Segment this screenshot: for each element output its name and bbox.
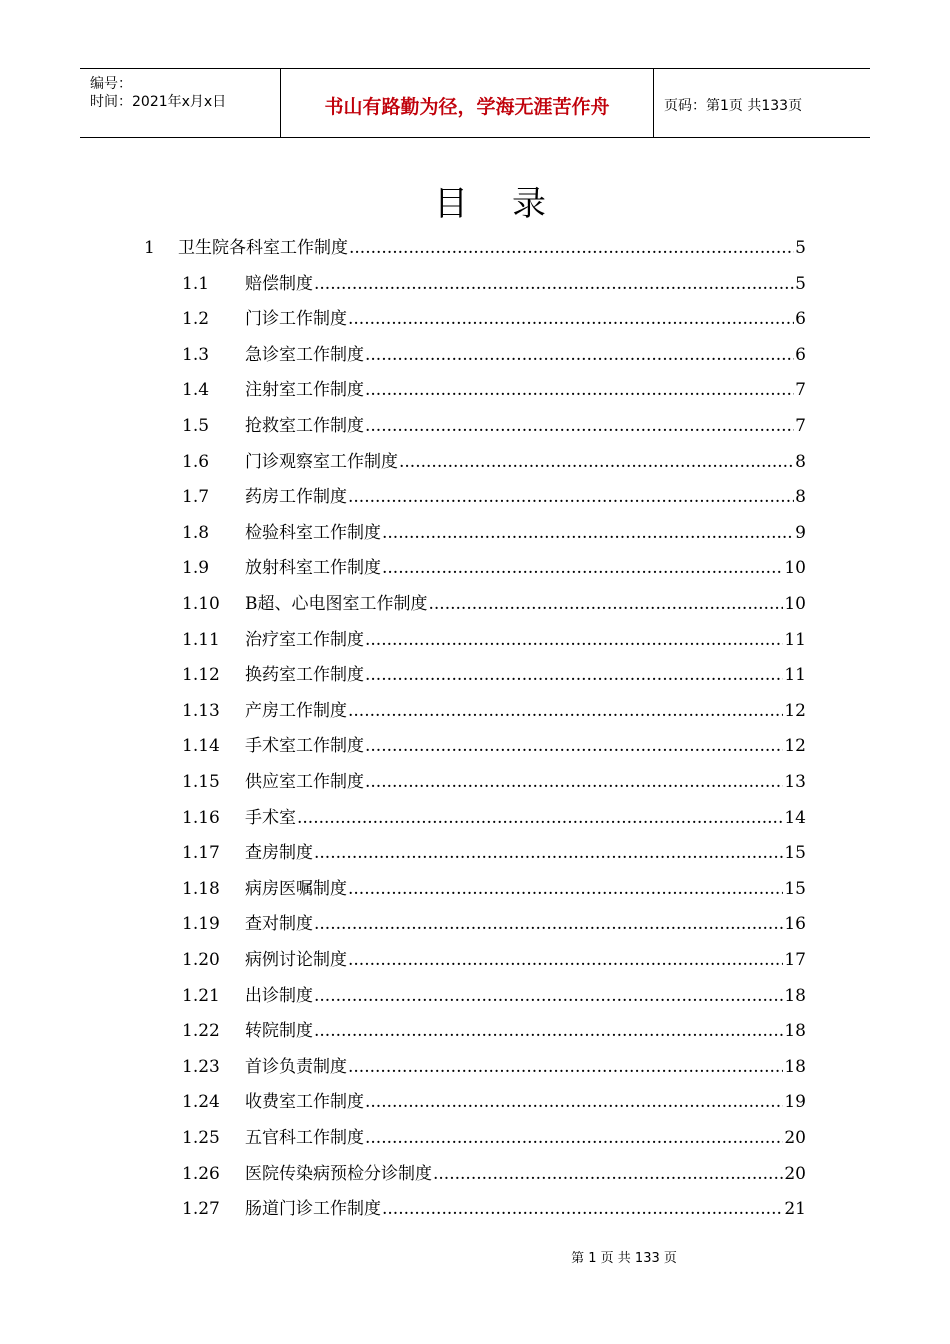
toc-entry-number: 1.12 — [182, 665, 220, 685]
toc-entry-title: 出诊制度 — [245, 986, 313, 1006]
toc-entry-page: 5 — [795, 238, 806, 258]
toc-entry-page: 10 — [784, 558, 806, 578]
toc-entry[interactable] — [182, 731, 806, 755]
toc-entry-page: 10 — [784, 594, 806, 614]
toc-dot-leader — [314, 843, 783, 863]
toc-entry-title: 药房工作制度 — [245, 487, 347, 507]
toc-entry-page: 15 — [784, 843, 806, 863]
toc-dot-leader — [382, 523, 794, 543]
toc-entry-page: 17 — [784, 950, 806, 970]
header-motto: 书山有路勤为径，学海无涯苦作舟 — [324, 96, 610, 118]
toc-entry-title: 手术室工作制度 — [245, 736, 364, 756]
toc-entry-title: 首诊负责制度 — [245, 1057, 347, 1077]
toc-entry-page: 5 — [795, 274, 806, 294]
toc-entry-number: 1.25 — [182, 1128, 220, 1148]
toc-dot-leader — [314, 914, 783, 934]
toc-entry-number: 1.23 — [182, 1057, 220, 1077]
toc-entry[interactable] — [182, 874, 806, 898]
toc-entry-title: 病例讨论制度 — [245, 950, 347, 970]
toc-entry-title: 治疗室工作制度 — [245, 630, 364, 650]
toc-entry[interactable] — [182, 269, 806, 293]
toc-entry-number: 1.11 — [182, 630, 220, 650]
toc-entry-number: 1.9 — [182, 558, 210, 578]
toc-entry[interactable] — [182, 625, 806, 649]
toc-entry-page: 18 — [784, 1021, 806, 1041]
toc-entry-page: 21 — [784, 1199, 806, 1219]
toc-entry[interactable] — [182, 1194, 806, 1218]
toc-dot-leader — [297, 808, 783, 828]
toc-entry-page: 8 — [795, 452, 806, 472]
toc-entry-title: 供应室工作制度 — [245, 772, 364, 792]
toc-dot-leader — [348, 309, 794, 329]
toc-entry-title: 门诊工作制度 — [245, 309, 347, 329]
toc-dot-leader — [382, 558, 783, 578]
toc-dot-leader — [365, 736, 783, 756]
toc-entry-number: 1.3 — [182, 345, 210, 365]
toc-entry-title: 查房制度 — [245, 843, 313, 863]
toc-entry-title: 注射室工作制度 — [245, 380, 364, 400]
toc-entry-title: B超、心电图室工作制度 — [245, 594, 428, 614]
toc-entry[interactable] — [182, 767, 806, 791]
toc-entry[interactable] — [182, 482, 806, 506]
toc-dot-leader — [348, 950, 783, 970]
toc-entry-page: 12 — [784, 701, 806, 721]
toc-entry-page: 18 — [784, 1057, 806, 1077]
toc-entry[interactable] — [182, 1052, 806, 1076]
toc-entry-number: 1.18 — [182, 879, 220, 899]
toc-entry-number: 1.17 — [182, 843, 220, 863]
toc-entry-number: 1.16 — [182, 808, 220, 828]
toc-entry-number: 1.2 — [182, 309, 210, 329]
toc-entry[interactable] — [182, 340, 806, 364]
toc-entry-page: 15 — [784, 879, 806, 899]
toc-entry-number: 1.14 — [182, 736, 220, 756]
toc-entry-number: 1.10 — [182, 594, 220, 614]
toc-entry-page: 7 — [795, 416, 806, 436]
toc-entry[interactable] — [182, 411, 806, 435]
toc-entry-page: 9 — [795, 523, 806, 543]
toc-entry-title: 产房工作制度 — [245, 701, 347, 721]
toc-entry[interactable] — [182, 304, 806, 328]
toc-entry-title: 查对制度 — [245, 914, 313, 934]
toc-entry-number: 1.21 — [182, 986, 220, 1006]
toc-entry-title: 赔偿制度 — [245, 274, 313, 294]
toc-dot-leader — [429, 594, 784, 614]
page-header — [80, 68, 870, 138]
toc-entry-title: 急诊室工作制度 — [245, 345, 364, 365]
toc-entry-page: 19 — [784, 1092, 806, 1112]
toc-entry[interactable] — [182, 375, 806, 399]
toc-entry[interactable] — [182, 589, 806, 613]
header-motto-cell — [281, 69, 654, 137]
toc-entry[interactable] — [182, 803, 806, 827]
toc-dot-leader — [365, 630, 783, 650]
toc-entry-page: 12 — [784, 736, 806, 756]
toc-dot-leader — [365, 416, 794, 436]
toc-dot-leader — [433, 1164, 783, 1184]
toc-entry[interactable] — [182, 1016, 806, 1040]
page-title: 目录 — [434, 184, 590, 224]
toc-entry-number: 1.13 — [182, 701, 220, 721]
toc-entry-title: 换药室工作制度 — [245, 665, 364, 685]
toc-entry-page: 13 — [784, 772, 806, 792]
toc-entry-page: 7 — [795, 380, 806, 400]
toc-entry-title: 收费室工作制度 — [245, 1092, 364, 1112]
toc-entry-title: 五官科工作制度 — [245, 1128, 364, 1148]
toc-entry-number: 1.1 — [182, 274, 210, 294]
toc-entry-title: 转院制度 — [245, 1021, 313, 1041]
header-info-cell — [80, 69, 281, 137]
toc-entry-title: 检验科室工作制度 — [245, 523, 381, 543]
toc-entry-title: 放射科室工作制度 — [245, 558, 381, 578]
toc-entry-page: 18 — [784, 986, 806, 1006]
toc-dot-leader — [314, 274, 794, 294]
toc-entry[interactable] — [182, 660, 806, 684]
toc-dot-leader — [365, 380, 794, 400]
toc-entry-title: 肠道门诊工作制度 — [245, 1199, 381, 1219]
page-footer: 第 1 页 共 133 页 — [571, 1251, 677, 1266]
toc-dot-leader — [348, 1057, 783, 1077]
toc-entry-number: 1.26 — [182, 1164, 220, 1184]
toc-entry-number: 1.24 — [182, 1092, 220, 1112]
toc-entry-number: 1.5 — [182, 416, 210, 436]
toc-entry-page: 20 — [784, 1164, 806, 1184]
toc-entry-title: 卫生院各科室工作制度 — [178, 238, 348, 258]
toc-entry[interactable] — [182, 696, 806, 720]
toc-dot-leader — [365, 1092, 783, 1112]
toc-entry-number: 1.8 — [182, 523, 210, 543]
toc-entry[interactable] — [182, 1087, 806, 1111]
toc-entry-page: 6 — [795, 309, 806, 329]
toc-entry-page: 8 — [795, 487, 806, 507]
toc-dot-leader — [348, 879, 783, 899]
toc-entry-number: 1.22 — [182, 1021, 220, 1041]
toc-entry-number: 1.15 — [182, 772, 220, 792]
header-page-cell — [654, 69, 870, 137]
toc-entry-number: 1.4 — [182, 380, 210, 400]
toc-dot-leader — [365, 1128, 783, 1148]
toc-dot-leader — [348, 487, 794, 507]
toc-entry-number: 1.19 — [182, 914, 220, 934]
toc-entry-title: 手术室 — [245, 808, 296, 828]
toc-entry-number: 1.20 — [182, 950, 220, 970]
toc-entry-page: 16 — [784, 914, 806, 934]
toc-entry-number: 1.6 — [182, 452, 210, 472]
toc-entry-title: 病房医嘱制度 — [245, 879, 347, 899]
toc-dot-leader — [314, 1021, 783, 1041]
toc-entry[interactable] — [182, 909, 806, 933]
toc-entry[interactable] — [144, 233, 806, 257]
toc-dot-leader — [365, 345, 794, 365]
toc-entry-number: 1.7 — [182, 487, 210, 507]
toc-entry-page: 11 — [784, 630, 806, 650]
toc-entry[interactable] — [182, 1123, 806, 1147]
toc-entry[interactable] — [182, 518, 806, 542]
toc-entry[interactable] — [182, 838, 806, 862]
toc-dot-leader — [382, 1199, 783, 1219]
toc-dot-leader — [365, 772, 783, 792]
toc-dot-leader — [314, 986, 783, 1006]
toc-entry-title: 医院传染病预检分诊制度 — [245, 1164, 432, 1184]
toc-entry-page: 14 — [784, 808, 806, 828]
toc-entry-title: 门诊观察室工作制度 — [245, 452, 398, 472]
toc-entry[interactable] — [182, 981, 806, 1005]
toc-dot-leader — [365, 665, 783, 685]
toc-entry[interactable] — [182, 553, 806, 577]
toc-entry[interactable] — [182, 945, 806, 969]
toc-dot-leader — [399, 452, 794, 472]
toc-entry-number: 1.27 — [182, 1199, 220, 1219]
toc-entry[interactable] — [182, 1159, 806, 1183]
document-number-label: 编号： — [90, 76, 132, 92]
toc-entry-page: 20 — [784, 1128, 806, 1148]
toc-entry-title: 抢救室工作制度 — [245, 416, 364, 436]
header-page-label: 页码：第1页 共133页 — [664, 98, 803, 114]
toc-entry-page: 11 — [784, 665, 806, 685]
toc-entry-number: 1 — [144, 238, 155, 258]
toc-entry-page: 6 — [795, 345, 806, 365]
toc-entry[interactable] — [182, 447, 806, 471]
toc-dot-leader — [349, 238, 794, 258]
document-date-label: 时间：2021年x月x日 — [90, 94, 227, 110]
toc-dot-leader — [348, 701, 783, 721]
